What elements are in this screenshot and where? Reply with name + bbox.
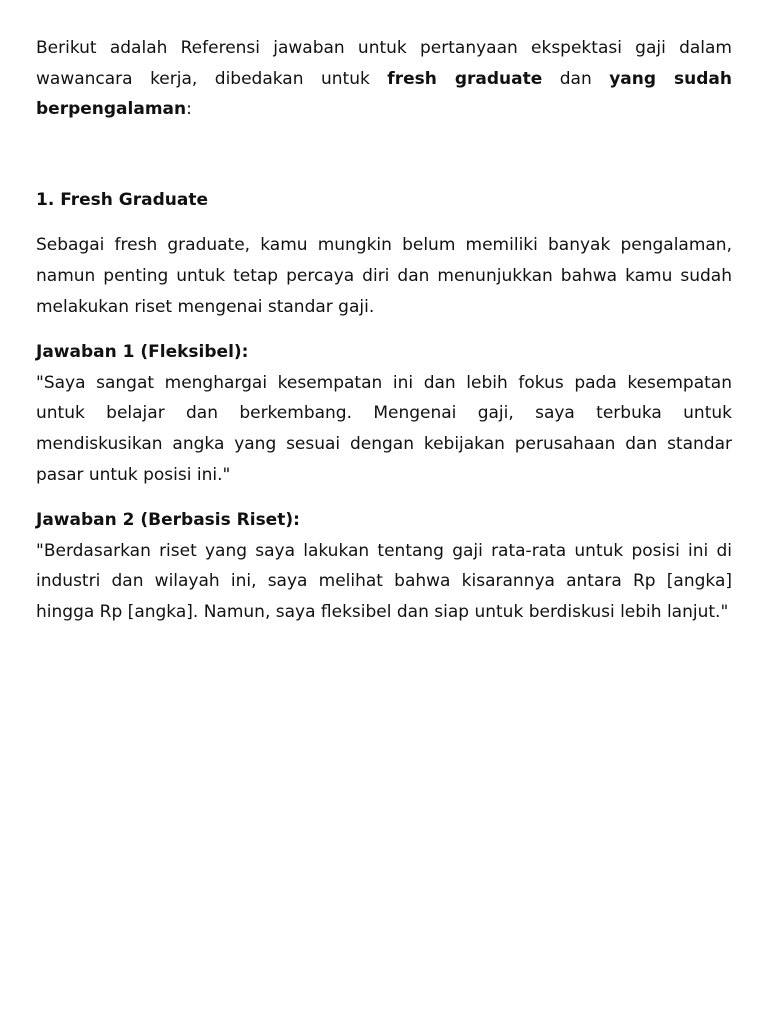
intro-text-middle: dan xyxy=(542,68,610,89)
intro-bold-experienced: yang sudah berpengalaman xyxy=(36,68,732,120)
answer-quote-1: "Saya sangat menghargai kesempatan ini dan lebih fokus pada kesempatan untuk belajar dan berkembang. Mengenai gaji, saya terbuka untuk mendiskusikan angka yang sesuai dengan kebijakan perusahaan dan standar pasar untuk posisi ini." xyxy=(36,372,732,485)
document-body xyxy=(36,33,732,643)
intro-bold-fresh-graduate: fresh graduate xyxy=(387,68,543,89)
answer-quote-2: "Berdasarkan riset yang saya lakukan tentang gaji rata-rata untuk posisi ini di industri dan wilayah ini, saya melihat bahwa kisarannya antara Rp [angka] hingga Rp [angka]. Namun, saya fleksibel dan siap untuk berdiskusi lebih lanjut." xyxy=(36,540,732,622)
intro-text-after: : xyxy=(186,99,192,120)
answer-label-1: Jawaban 1 (Fleksibel): xyxy=(36,342,249,363)
intro-paragraph xyxy=(36,33,732,125)
intro-text-before: Berikut adalah Referensi jawaban untuk pertanyaan ekspektasi gaji dalam wawancara kerja, dibedakan untuk xyxy=(36,38,732,89)
answer-block-2 xyxy=(36,505,732,627)
section-spacer xyxy=(36,125,732,185)
section-paragraph: Sebagai fresh graduate, kamu mungkin belum memiliki banyak pengalaman, namun penting untuk tetap percaya diri dan menunjukkan bahwa kamu sudah melakukan riset mengenai standar gaji. xyxy=(36,235,732,317)
answer-label-2: Jawaban 2 (Berbasis Riset): xyxy=(36,510,300,531)
answer-block-1 xyxy=(36,337,732,490)
section-heading-fresh-graduate: 1. Fresh Graduate xyxy=(36,189,208,210)
